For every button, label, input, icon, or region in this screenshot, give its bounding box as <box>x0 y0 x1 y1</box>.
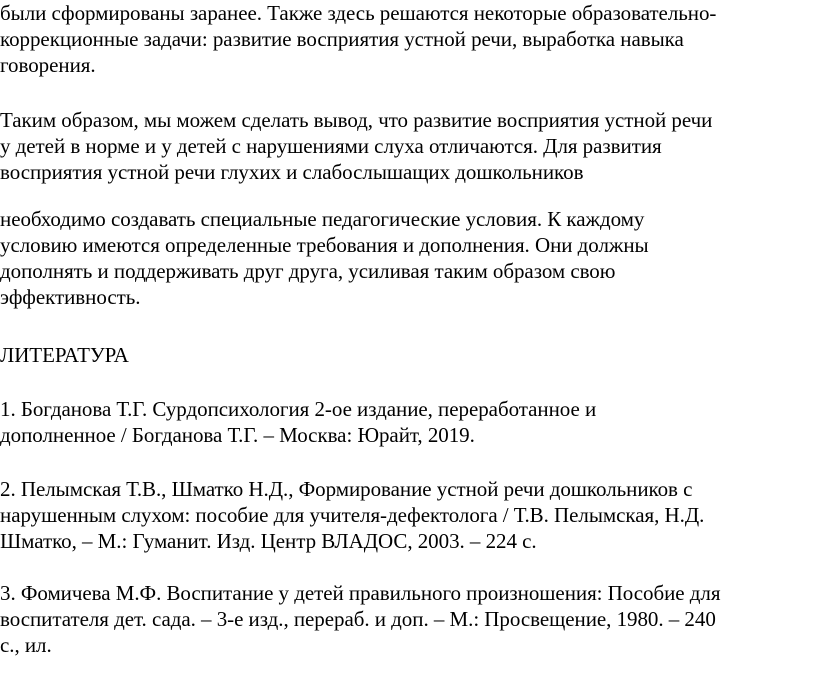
text-line: 3. Фомичева М.Ф. Воспитание у детей правильного произношения: Пособие для <box>0 581 721 605</box>
text-line: коррекционные задачи: развитие восприятия устной речи, выработка навыка <box>0 27 684 51</box>
text-line: у детей в норме и у детей с нарушениями слуха отличаются. Для развития <box>0 134 662 158</box>
paragraph-conditions <box>0 206 816 310</box>
paragraph-intro-continuation <box>0 0 816 78</box>
text-line: 2. Пелымская Т.В., Шматко Н.Д., Формирование устной речи дошкольников с <box>0 477 693 501</box>
text-line: восприятия устной речи глухих и слабослышащих дошкольников <box>0 160 584 184</box>
heading-text: ЛИТЕРАТУРА <box>0 343 129 367</box>
text-line: воспитателя дет. сада. – 3-е изд., перераб. и доп. – М.: Просвещение, 1980. – 240 <box>0 607 716 631</box>
text-line: нарушенным слухом: пособие для учителя-дефектолога / Т.В. Пелымская, Н.Д. <box>0 503 705 527</box>
text-line: 1. Богданова Т.Г. Сурдопсихология 2-ое издание, переработанное и <box>0 397 597 421</box>
text-line: эффективность. <box>0 285 141 309</box>
text-line: Шматко, – М.: Гуманит. Изд. Центр ВЛАДОС, 2003. – 224 с. <box>0 529 537 553</box>
reference-item-2 <box>0 476 816 554</box>
text-line: дополнять и поддерживать друг друга, усиливая таким образом свою <box>0 259 616 283</box>
text-line: дополненное / Богданова Т.Г. – Москва: Юрайт, 2019. <box>0 423 475 447</box>
reference-item-3 <box>0 580 816 658</box>
text-line: необходимо создавать специальные педагогические условия. К каждому <box>0 207 645 231</box>
reference-item-1 <box>0 396 816 448</box>
references-heading <box>0 342 816 368</box>
text-line: Таким образом, мы можем сделать вывод, что развитие восприятия устной речи <box>0 108 713 132</box>
text-line: говорения. <box>0 53 96 77</box>
text-line: были сформированы заранее. Также здесь решаются некоторые образовательно- <box>0 1 717 25</box>
text-line: условию имеются определенные требования и дополнения. Они должны <box>0 233 649 257</box>
paragraph-conclusion <box>0 107 816 185</box>
text-line: с., ил. <box>0 633 52 657</box>
